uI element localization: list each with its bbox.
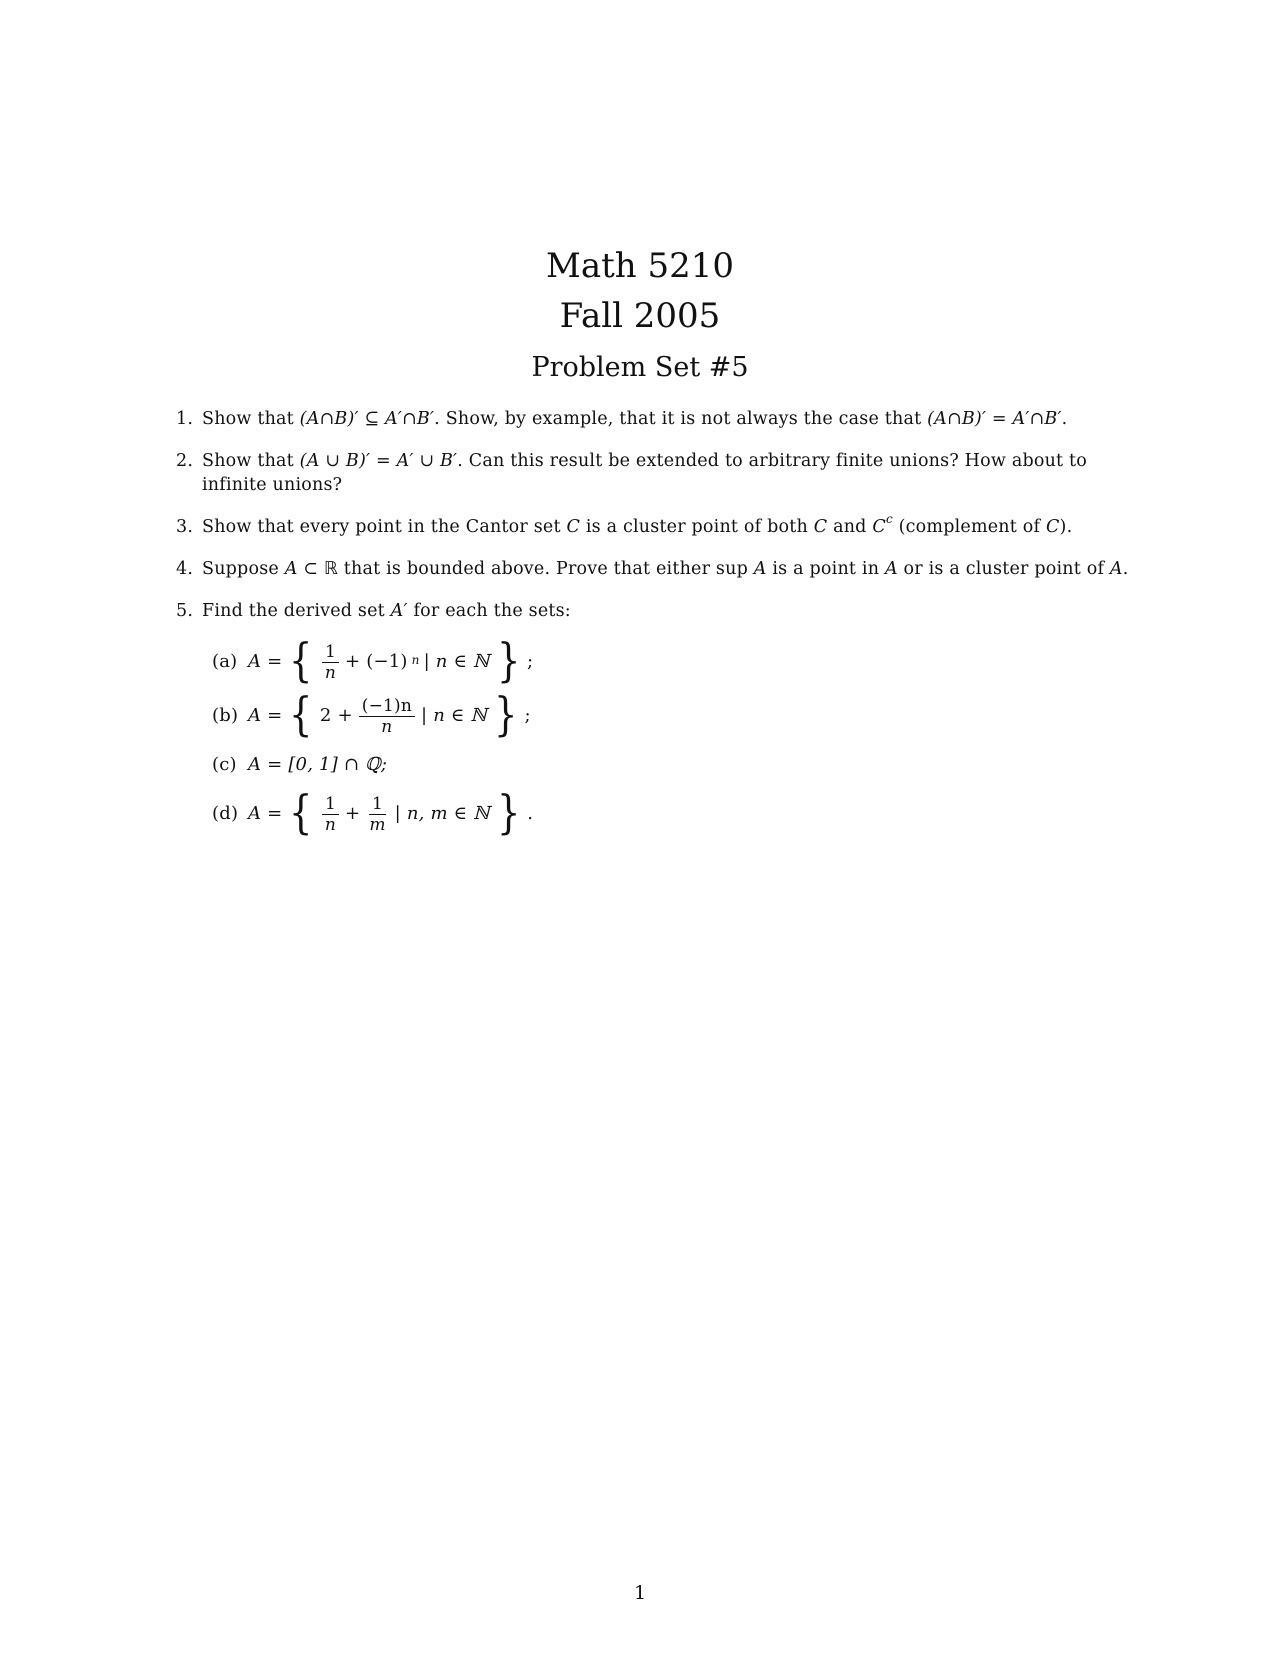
denominator: n (324, 662, 337, 683)
math-expression: (A∩B)′ = A′∩B′ (927, 409, 1062, 429)
denominator: n (381, 716, 393, 737)
numerator: 1 (369, 794, 386, 815)
problem-text: is a point in (766, 559, 885, 579)
math-variable: A (1109, 559, 1123, 579)
problem-text: Suppose (202, 559, 285, 579)
page-number: 1 (633, 1582, 647, 1604)
problem-text: for each the sets: (407, 601, 571, 621)
subproblem-label: (d) (212, 803, 239, 824)
math-variable: C (872, 517, 886, 537)
numerator: 1 (322, 794, 339, 815)
problem-text: Find the derived set (202, 601, 391, 621)
expression-term: 2 + (319, 705, 353, 726)
set-lhs: A = (248, 651, 283, 672)
problem-number: 3. (176, 517, 194, 537)
denominator: m (369, 814, 386, 835)
problem-list (176, 407, 1136, 853)
problem-text: . (1122, 559, 1129, 579)
math-variable: C (566, 517, 581, 537)
set-expression (248, 687, 531, 741)
problem-2 (176, 449, 1136, 497)
problem-5 (176, 599, 1136, 839)
math-expression: (A ∪ B)′ = A′ ∪ B′ (299, 451, 458, 471)
problem-text: . Show, by example, that it is not always the case that (434, 409, 928, 429)
punctuation: . (527, 803, 534, 824)
problem-text: is a cluster point of both (580, 517, 814, 537)
math-variable: A (284, 559, 298, 579)
math-variable: C (1045, 517, 1060, 537)
numerator: (−1)n (359, 696, 415, 717)
problem-text: Show that (202, 409, 300, 429)
problem-text: Show that every point in the Cantor set (202, 517, 567, 537)
set-condition: | n, m ∈ ℕ (394, 803, 490, 824)
right-brace: } (496, 633, 521, 687)
left-brace: { (289, 633, 313, 687)
set-lhs: A = (248, 705, 283, 726)
set-expression: A = [0, 1] ∩ ℚ; (248, 754, 388, 775)
problem-text: that is bounded above. Prove that either sup (338, 559, 754, 579)
left-brace: { (289, 785, 313, 839)
fraction (366, 794, 388, 835)
numerator: 1 (322, 642, 339, 663)
problem-number: 1. (176, 409, 194, 429)
left-brace: { (289, 687, 313, 741)
math-symbol: ℝ (323, 559, 338, 579)
subproblem-a (212, 633, 1136, 687)
set-expression (248, 785, 534, 839)
punctuation: ; (527, 651, 534, 672)
math-variable: A (753, 559, 767, 579)
set-expression: A = { $\frac{1}{n}$ + (−1) $^n$ | n ∈ ℕ } ; (248, 633, 534, 687)
problem-3 (176, 512, 1136, 539)
set-condition: | n ∈ ℕ (423, 651, 490, 672)
subproblem-b (212, 687, 1136, 741)
subproblem-label: (b) (212, 705, 239, 726)
set-lhs: A = (248, 803, 283, 824)
problem-number: 5. (176, 601, 194, 621)
problem-text: or is a cluster point of (897, 559, 1110, 579)
problem-set-title: Problem Set #5 (531, 352, 749, 383)
math-expression: A′ (390, 601, 408, 621)
superscript: c (885, 512, 893, 527)
subproblem-label: (c) (212, 754, 237, 775)
math-expression: (A∩B)′ ⊆ A′∩B′ (299, 409, 435, 429)
term-title: Fall 2005 (559, 296, 721, 336)
right-brace: } (496, 785, 521, 839)
subproblem-d (212, 785, 1136, 839)
fraction (322, 642, 339, 683)
problem-text: and (827, 517, 873, 537)
problem-text: (complement of (892, 517, 1046, 537)
expression-term: + (−1) (345, 651, 408, 672)
course-title: Math 5210 (546, 246, 734, 286)
denominator: n (324, 814, 337, 835)
right-brace: } (493, 687, 518, 741)
punctuation: ; (524, 705, 531, 726)
problem-number: 4. (176, 559, 194, 579)
problem-text: ). (1059, 517, 1073, 537)
problem-4 (176, 557, 1136, 581)
subproblem-list (202, 633, 1136, 839)
problem-1 (176, 407, 1136, 431)
math-variable: C (813, 517, 828, 537)
problem-text: . (1061, 409, 1068, 429)
subproblem-c (212, 749, 1136, 781)
operator: + (345, 803, 361, 824)
problem-number: 2. (176, 451, 194, 471)
problem-text: Show that (202, 451, 300, 471)
set-condition: | n ∈ ℕ (421, 705, 488, 726)
fraction (359, 696, 415, 737)
problem-text: . Can this result be extended to arbitrary finite unions? How about to infinite unions? (202, 451, 1088, 495)
math-symbol: ⊂ (297, 559, 324, 579)
math-variable: A (884, 559, 898, 579)
fraction (322, 794, 339, 835)
subproblem-label: (a) (212, 651, 238, 672)
